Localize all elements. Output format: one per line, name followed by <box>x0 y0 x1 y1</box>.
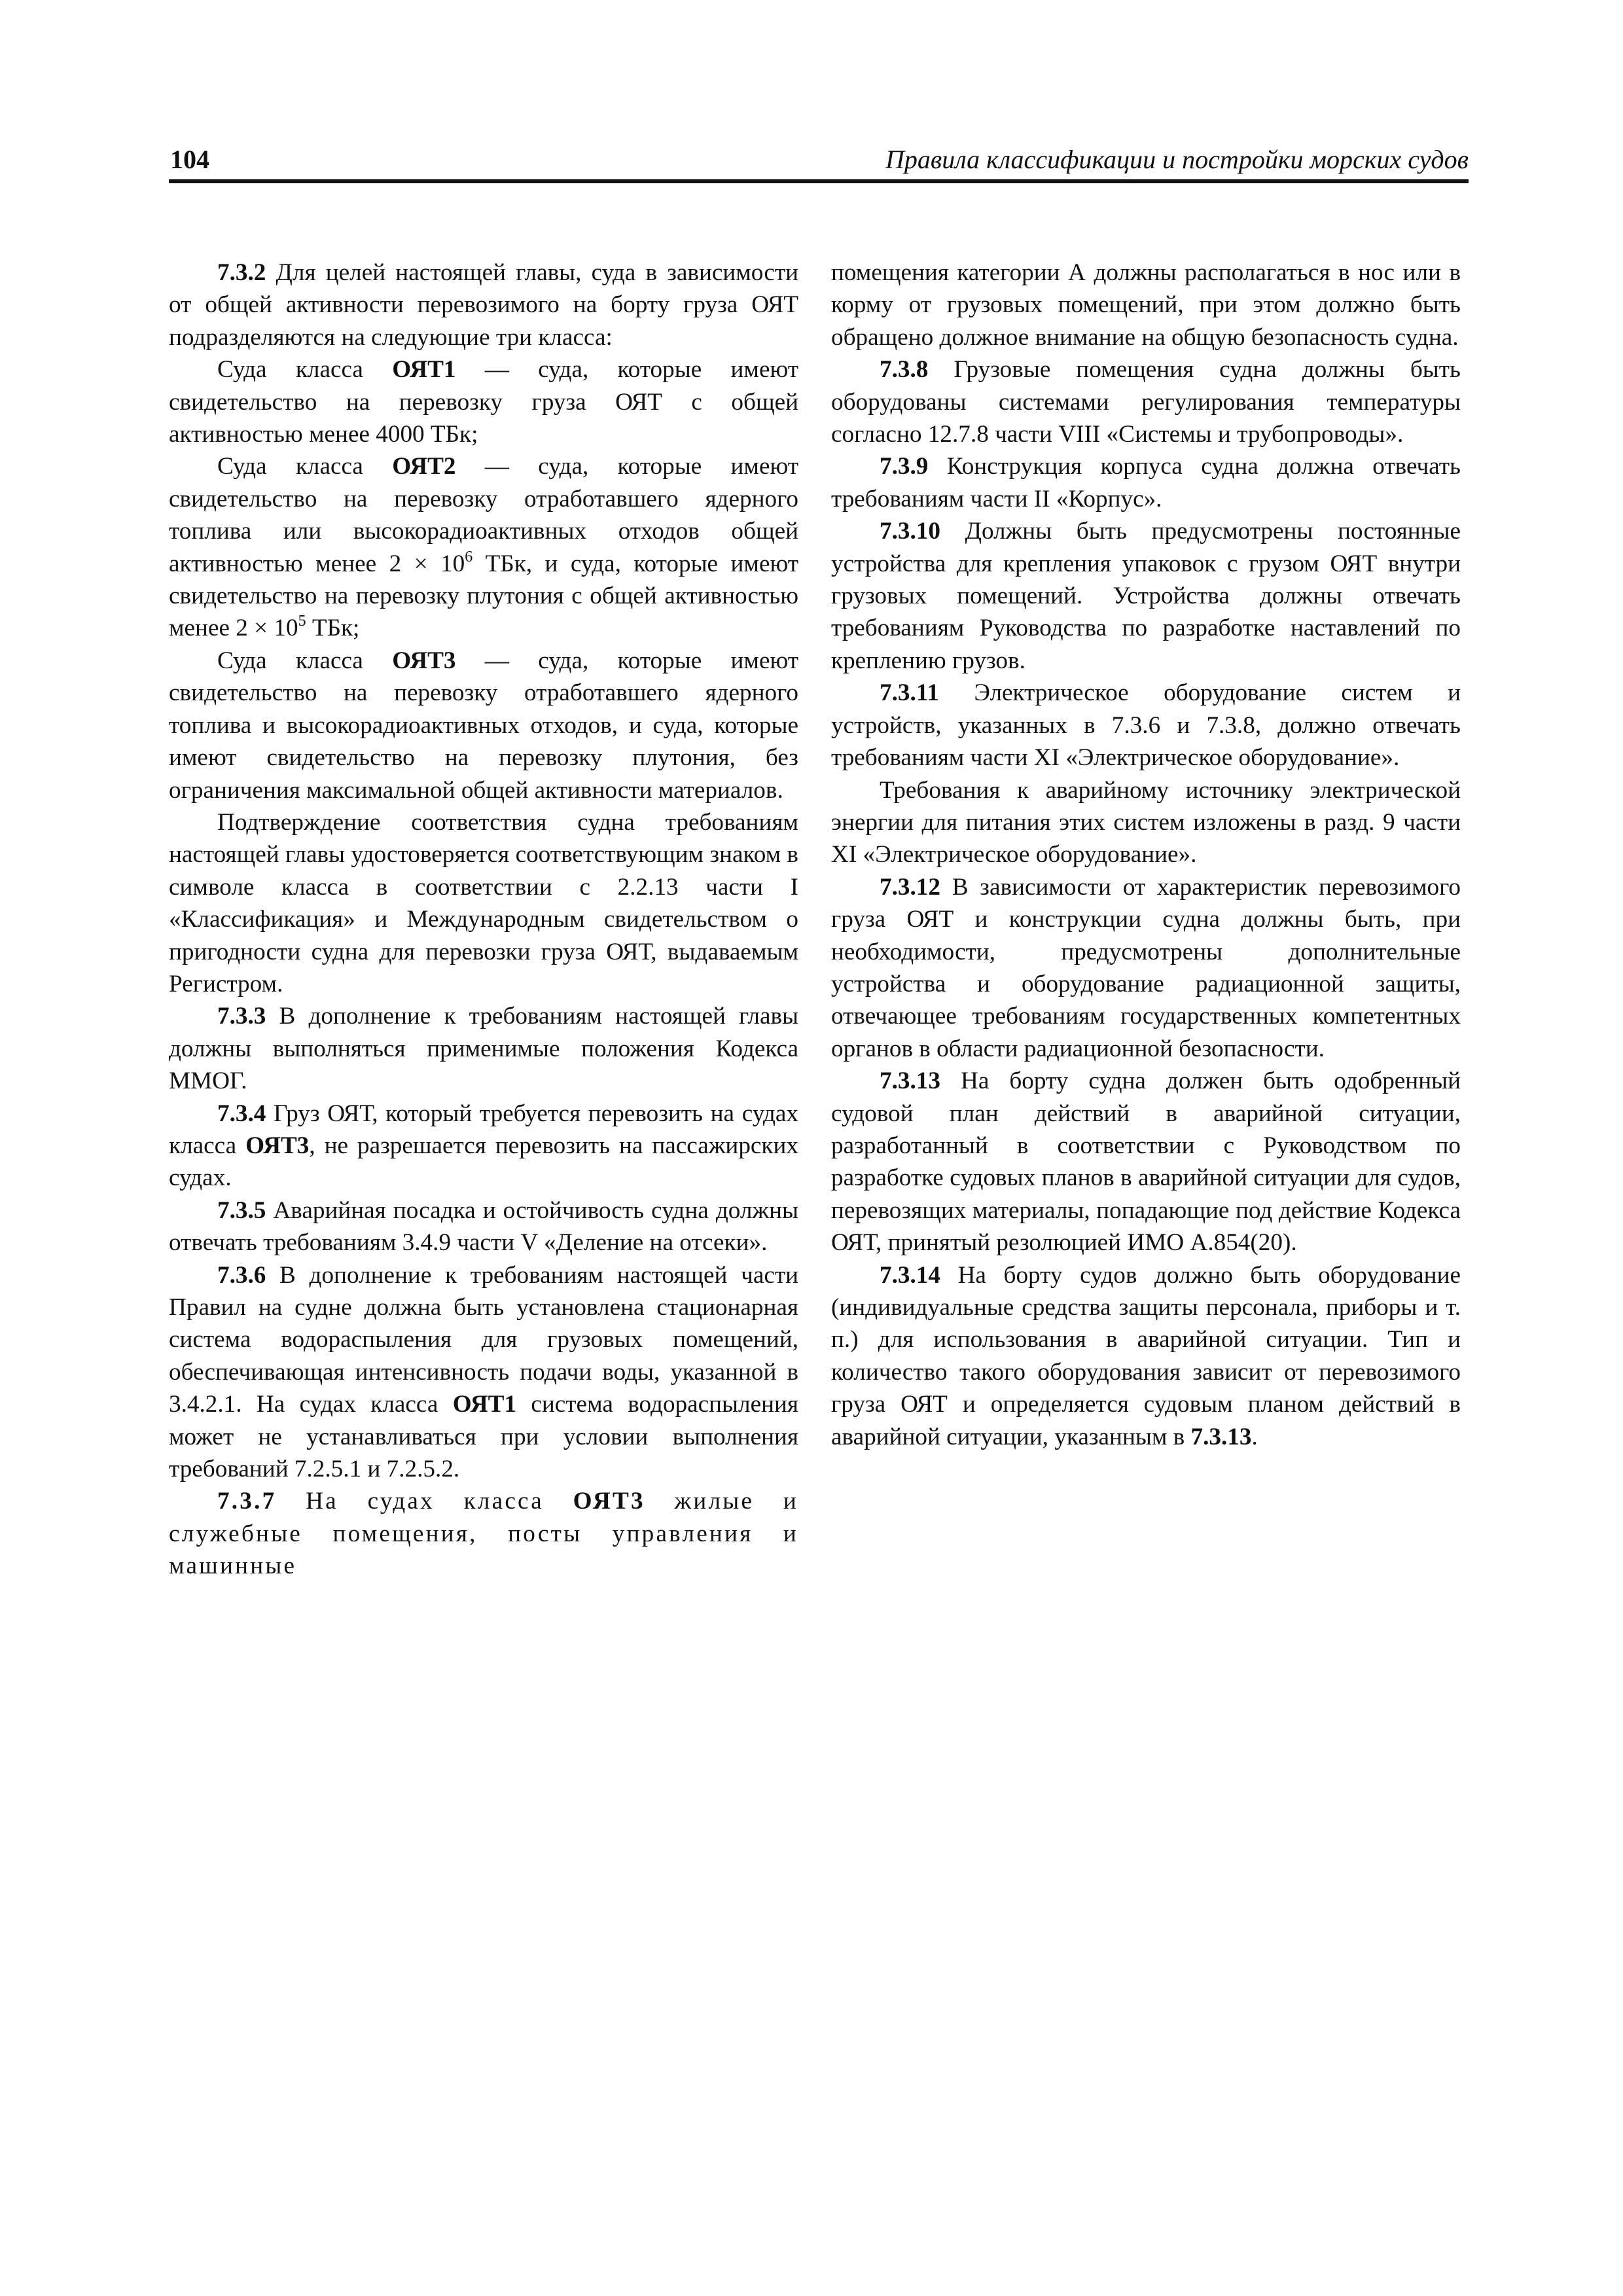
paragraph-text: система водораспыления может не устанавливаться при условии выполнения требований 7.2.5.1 и 7.2.5.2. <box>169 1391 799 1483</box>
paragraph-text: Суда класса <box>217 356 393 384</box>
paragraph-text: Грузовые помещения судна должны быть оборудованы системами регулирования температуры согласно 12.7.8 части VIII «Системы и трубопроводы». <box>831 356 1461 448</box>
paragraph-text: — суда, которые имеют свидетельство на перевозку отработавшего ядерного топлива и высокорадиоактивных отходов, и суда, которые имеют свидетельство на перевозку плутония, без ограничения максимальной общей активности материалов. <box>169 647 798 804</box>
class-name: ОЯТ1 <box>452 1391 517 1418</box>
page-header <box>169 143 1469 183</box>
paragraph-text: помещения категории А должны располагаться в нос или в корму от грузовых помещений, при этом должно быть обращено должное внимание на общую безопасность судна. <box>831 259 1461 351</box>
clause-number: 7.3.8 <box>880 356 929 384</box>
paragraph-class-oyat2 <box>169 450 798 644</box>
paragraph-7-3-2 <box>169 257 798 353</box>
paragraph-7-3-12 <box>831 871 1461 1065</box>
clause-number: 7.3.12 <box>880 873 940 901</box>
paragraph-text: . <box>1251 1423 1258 1450</box>
right-column <box>831 257 1461 1453</box>
paragraph-text: Конструкция корпуса судна должна отвечать требованиям части II «Корпус». <box>831 453 1461 512</box>
paragraph-text: — суда, которые имеют свидетельство на перевозку груза ОЯТ с общей активностью менее 4000 ТБк; <box>169 356 798 448</box>
clause-number: 7.3.2 <box>217 259 266 286</box>
paragraph-7-3-4 <box>169 1098 798 1194</box>
clause-reference: 7.3.13 <box>1190 1423 1252 1450</box>
clause-number: 7.3.11 <box>880 679 939 707</box>
paragraph-7-3-11 <box>831 677 1461 774</box>
paragraph-7-3-9 <box>831 450 1461 515</box>
paragraph-7-3-14 <box>831 1259 1461 1453</box>
class-name: ОЯТ3 <box>573 1488 645 1515</box>
class-name: ОЯТ3 <box>245 1132 310 1159</box>
paragraph-emergency-power <box>831 774 1461 871</box>
class-name: ОЯТ2 <box>392 453 456 480</box>
paragraph-text: — суда, которые имеют свидетельство на перевозку отработавшего ядерного топлива или высокорадиоактивных отходов общей активностью менее 2 × 10 <box>169 453 798 577</box>
class-name: ОЯТ3 <box>392 647 456 674</box>
clause-number: 7.3.5 <box>217 1196 266 1224</box>
paragraph-7-3-3 <box>169 1000 798 1097</box>
paragraph-confirmation <box>169 806 798 1000</box>
clause-number: 7.3.13 <box>880 1067 940 1095</box>
paragraph-text: Электрическое оборудование систем и устройств, указанных в 7.3.6 и 7.3.8, должно отвечать требованиям части XI «Электрическое оборудование». <box>831 679 1461 772</box>
paragraph-text: жилые и служебные помещения, посты управления и машинные <box>169 1488 798 1580</box>
paragraph-text: В дополнение к требованиям настоящей главы должны выполняться применимые положения Кодекса ММОГ. <box>169 1003 798 1095</box>
paragraph-continuation <box>831 257 1461 353</box>
paragraph-text: Суда класса <box>217 647 393 674</box>
paragraph-text: Должны быть предусмотрены постоянные устройства для крепления упаковок с грузом ОЯТ внутри грузовых помещений. Устройства должны отвечать требованиям Руководства по разработке наставлений по креплению грузов. <box>831 518 1461 674</box>
left-column <box>169 257 798 1583</box>
paragraph-text: Груз ОЯТ, который требуется перевозить на судах класса <box>169 1100 798 1159</box>
superscript-exponent: 6 <box>465 548 473 565</box>
paragraph-7-3-6 <box>169 1259 798 1486</box>
paragraph-text: ТБк; <box>306 615 360 642</box>
clause-number: 7.3.6 <box>217 1261 266 1289</box>
paragraph-text: Аварийная посадка и остойчивость судна должны отвечать требованиям 3.4.9 части V «Деление на отсеки». <box>169 1196 798 1257</box>
paragraph-7-3-5 <box>169 1194 798 1259</box>
clause-number: 7.3.3 <box>217 1003 266 1030</box>
paragraph-text: Суда класса <box>217 453 393 480</box>
superscript-exponent: 5 <box>298 613 306 630</box>
clause-number: 7.3.10 <box>880 518 940 545</box>
paragraph-7-3-13 <box>831 1065 1461 1259</box>
paragraph-text: ТБк, и суда, которые имеют свидетельство на перевозку плутония с общей активностью менее 2 × 10 <box>169 550 798 642</box>
paragraph-text: В зависимости от характеристик перевозимого груза ОЯТ и конструкции судна должны быть, при необходимости, предусмотрены дополнительные устройства и оборудование радиационной защиты, отвечающее требованиям государственных компетентных органов в области радиационной безопасности. <box>831 873 1461 1062</box>
paragraph-text: Для целей настоящей главы, суда в зависимости от общей активности перевозимого на борту груза ОЯТ подразделяются на следующие три класса: <box>169 259 798 351</box>
paragraph-text: Требования к аварийному источнику электрической энергии для питания этих систем изложены в разд. 9 части XI «Электрическое оборудование». <box>831 776 1461 869</box>
clause-number: 7.3.14 <box>880 1261 940 1289</box>
clause-number: 7.3.9 <box>880 453 929 480</box>
paragraph-7-3-7 <box>169 1485 798 1582</box>
paragraph-7-3-10 <box>831 515 1461 677</box>
paragraph-class-oyat3 <box>169 645 798 806</box>
paragraph-text: На судах класса <box>276 1488 573 1515</box>
paragraph-text: Подтверждение соответствия судна требованиям настоящей главы удостоверяется соответствующим знаком в символе класса в соответствии с 2.2.13 части I «Классификация» и Международным свидетельством о пригодности судна для перевозки груза ОЯТ, выдаваемым Регистром. <box>169 808 798 997</box>
clause-number: 7.3.4 <box>217 1100 266 1127</box>
class-name: ОЯТ1 <box>392 356 456 384</box>
paragraph-7-3-8 <box>831 353 1461 450</box>
running-title: Правила классификации и постройки морских судов <box>885 145 1469 174</box>
paragraph-text: На борту судов должно быть оборудование (индивидуальные средства защиты персонала, приборы и т. п.) для использования в аварийной ситуации. Тип и количество такого оборудования зависит от перевозимого груза ОЯТ и определяется судовым планом действий в аварийной ситуации, указанным в <box>831 1261 1461 1450</box>
paragraph-text: , не разрешается перевозить на пассажирских судах. <box>169 1132 798 1192</box>
page-number: 104 <box>170 145 209 174</box>
clause-number: 7.3.7 <box>217 1488 277 1515</box>
paragraph-text: В дополнение к требованиям настоящей части Правил на судне должна быть установлена стационарная система водораспыления для грузовых помещений, обеспечивающая интенсивность подачи воды, указанной в 3.4.2.1. На судах класса <box>169 1261 798 1418</box>
paragraph-class-oyat1 <box>169 353 798 450</box>
paragraph-text: На борту судна должен быть одобренный судовой план действий в аварийной ситуации, разработанный в соответствии с Руководством по разработке судовых планов в аварийной ситуации для судов, перевозящих материалы, попадающие под действие Кодекса ОЯТ, принятый резолюцией ИМО А.854(20). <box>831 1067 1461 1257</box>
